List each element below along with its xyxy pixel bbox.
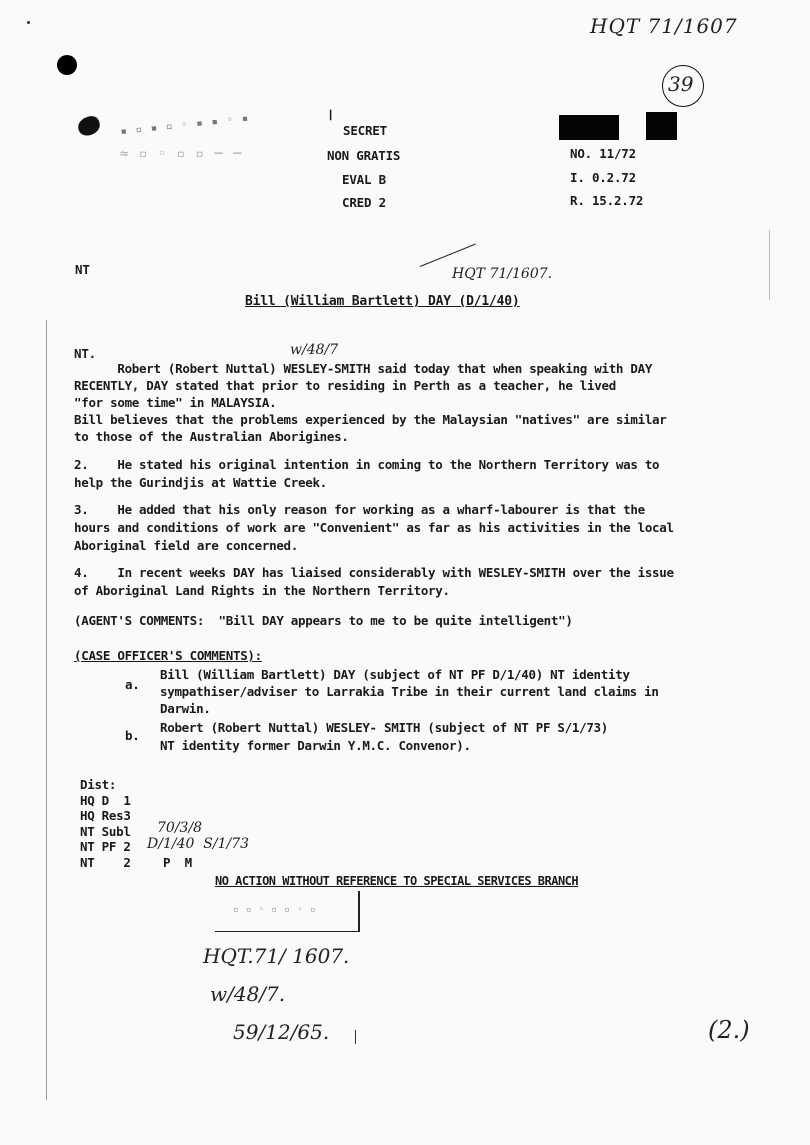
distribution-row: HQ D 1 (80, 792, 131, 808)
punch-hole (57, 55, 77, 75)
body-line: Aboriginal field are concerned. (74, 538, 298, 553)
body-line: Bill believes that the problems experienced by the Malaysian "natives" are similar (74, 412, 667, 427)
distribution-annot-pf: D/1/40 S/1/73 (147, 836, 250, 852)
para-marker: NT. (74, 346, 96, 361)
distribution-annot-nt: P M (163, 855, 192, 870)
body-line: RECENTLY, DAY stated that prior to residing in Perth as a teacher, he lived (74, 378, 616, 393)
bottom-ref-1: HQT.71/ 1607. (203, 944, 350, 968)
received-date: R. 15.2.72 (570, 193, 644, 208)
folio-number: 39 (668, 72, 694, 96)
bottom-ref-2: w/48/7. (210, 982, 286, 1006)
body-line: 3. He added that his only reason for working as a wharf-labourer is that the (74, 502, 645, 517)
margin-dot (27, 21, 30, 24)
stamp-smudge-text-2: ≈ ▫ ◦ ▫ ▫ ─ ─ (120, 146, 243, 162)
body-line: 4. In recent weeks DAY has liaised considerably with WESLEY-SMITH over the issue (74, 565, 674, 580)
distribution-row: NT PF 2 (80, 839, 131, 854)
small-tick (355, 1030, 356, 1044)
stamp-smudge-text: ▪ ▫ ▪ ▫ ◦ ▪ ▪ ◦ ▪ (119, 111, 250, 138)
redaction-block (646, 112, 677, 140)
info-date: I. 0.2.72 (570, 170, 636, 185)
stamp-mark: ꟾ (329, 110, 333, 123)
classification-secret: SECRET (343, 123, 387, 138)
report-number: NO. 11/72 (570, 146, 636, 161)
title-annotation: HQT 71/1607. (452, 266, 553, 282)
classification-noforn: NON GRATIS (327, 148, 401, 163)
no-action-stamp: NO ACTION WITHOUT REFERENCE TO SPECIAL SERVICES BRANCH (215, 874, 579, 888)
body-line: Bill (William Bartlett) DAY (subject of NT PF D/1/40) NT identity (160, 667, 630, 682)
comment-b-label: b. (125, 728, 140, 743)
body-line: Darwin. (160, 701, 211, 716)
redaction-block (559, 115, 619, 140)
distribution-row: NT 2 (80, 854, 131, 870)
para-1 (74, 360, 667, 445)
comment-a (160, 666, 659, 717)
para-2 (74, 456, 659, 492)
case-officer-heading: (CASE OFFICER'S COMMENTS): (74, 648, 262, 663)
distribution-label: Dist: (80, 777, 117, 792)
body-line: hours and conditions of work are "Convenient" as far as his activities in the local (74, 520, 674, 535)
w-ref-annotation: w/48/7 (290, 342, 339, 358)
para-3 (74, 501, 674, 555)
distribution-annot-subl: 70/3/8 (157, 820, 203, 836)
para-4 (74, 564, 674, 600)
body-line: Robert (Robert Nuttal) WESLEY- SMITH (subject of NT PF S/1/73) (160, 720, 608, 735)
body-line: of Aboriginal Land Rights in the Northern Territory. (74, 583, 450, 598)
agent-comments: (AGENT'S COMMENTS: "Bill DAY appears to me to be quite intelligent") (74, 613, 573, 628)
page-number: (2.) (708, 1016, 750, 1044)
body-line: Robert (Robert Nuttal) WESLEY-SMITH said today that when speaking with DAY (74, 361, 653, 376)
margin-line (46, 320, 47, 1100)
stamp-smudge (76, 114, 103, 138)
distribution-row: NT Subl (80, 823, 131, 839)
body-line: NT identity former Darwin Y.M.C. Convenor). (160, 738, 471, 753)
right-margin-line (769, 230, 770, 300)
bottom-ref-3: 59/12/65. (233, 1020, 330, 1044)
stamp-box-smudge: ▫ ▫ ◦ ▫ ▫ ◦ ▫ (233, 905, 317, 915)
classification-eval: EVAL B (342, 172, 386, 187)
body-line: to those of the Australian Aborigines. (74, 429, 349, 444)
distribution-row: HQ Res3 (80, 808, 131, 823)
comment-b (160, 719, 608, 755)
comment-a-label: a. (125, 677, 140, 692)
classification-cred: CRED 2 (342, 195, 386, 210)
body-line: 2. He stated his original intention in coming to the Northern Territory was to (74, 457, 660, 472)
heading-prefix: NT (75, 262, 90, 277)
body-line: sympathiser/adviser to Larrakia Tribe in their current land claims in (160, 684, 659, 699)
report-subject: Bill (William Bartlett) DAY (D/1/40) (245, 294, 520, 309)
body-line: help the Gurindjis at Wattie Creek. (74, 475, 327, 490)
body-line: "for some time" in MALAYSIA. (74, 395, 277, 410)
file-ref-handwritten: HQT 71/1607 (590, 14, 738, 38)
title-annotation-slash (420, 244, 476, 267)
distribution-list (80, 777, 131, 870)
